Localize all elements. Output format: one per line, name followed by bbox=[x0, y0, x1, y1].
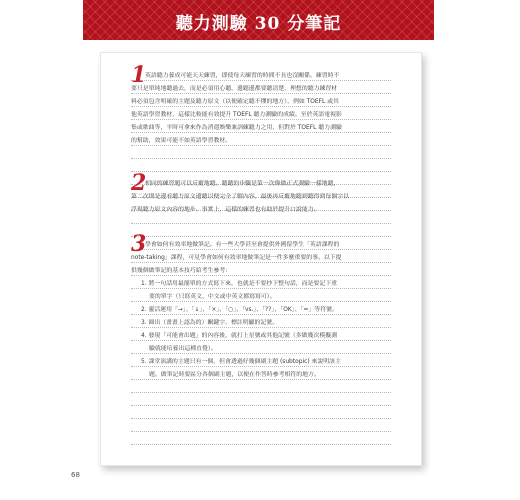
paragraph-line: 英語聽力養成可能天天練習，即使每天練習的時間不長也沒關係。練習時不 bbox=[145, 73, 340, 79]
rule-line bbox=[131, 327, 391, 328]
rule-line bbox=[131, 392, 391, 393]
tip-item: 題。做筆記時要區分各個副主題，以便在作答時參考相符的地方。 bbox=[149, 372, 320, 378]
rule-line bbox=[131, 418, 391, 419]
page-number: 68 bbox=[71, 471, 80, 479]
rule-line bbox=[131, 262, 391, 263]
section-numeral: 1 bbox=[131, 62, 147, 88]
header-banner bbox=[83, 0, 434, 40]
rule-line bbox=[131, 80, 391, 81]
rule-line bbox=[131, 405, 391, 406]
rule-line bbox=[131, 223, 391, 224]
paragraph-line: 相同的練習題可以反覆地聽。聽聽的步驟是第一次像做正式測驗一樣地聽， bbox=[145, 181, 340, 187]
rule-line bbox=[131, 171, 391, 172]
tip-item: 1. 將一句話用最簡單的方式寫下來，也就是不要抄下整句話，而是要記下重 bbox=[141, 281, 337, 287]
notes-card bbox=[100, 52, 422, 466]
section-numeral: 3 bbox=[131, 231, 147, 257]
paragraph-line: 料必須包含明確的主題及聽力原文（以便確定聽不懂的地方），例如 TOEFL 或其 bbox=[131, 99, 339, 105]
rule-line bbox=[131, 444, 391, 445]
rule-line bbox=[131, 314, 391, 315]
rule-line bbox=[131, 379, 391, 380]
rule-line bbox=[131, 145, 391, 146]
rule-line bbox=[131, 119, 391, 120]
paragraph-line: 的幫助，效果可能不如英語學習教材。 bbox=[131, 138, 232, 144]
rule-line bbox=[131, 93, 391, 94]
paragraph-line: note-taking」課程，可見學會如何有效率地做筆記是一件多麼重要的事。以下提 bbox=[131, 255, 342, 261]
rule-line bbox=[131, 288, 391, 289]
tip-item: 驗就能培養出這種直覺）。 bbox=[149, 346, 217, 352]
rule-line bbox=[131, 366, 391, 367]
rule-line bbox=[131, 301, 391, 302]
paragraph-line: 學會如何有效率地做筆記。有一些大學甚至會提供外國留學生「英語課程的 bbox=[145, 242, 340, 248]
rule-line bbox=[131, 249, 391, 250]
rule-line bbox=[131, 106, 391, 107]
paragraph-line: 浮現聽力原文內容的地步。事實上，這樣的練習也有助於提升口說能力。 bbox=[131, 207, 320, 213]
section-numeral: 2 bbox=[131, 170, 147, 196]
rule-line bbox=[131, 340, 391, 341]
tip-item: 4. 發現「可能會出題」的內容後，就打上星號或其他記號（多做幾次模擬測 bbox=[141, 333, 337, 339]
tip-item: 要的單字（只寫英文、中文或中英文都寫寫可）。 bbox=[149, 294, 276, 300]
tip-item: 2. 靈活運用「→」、「↓」、「×」、「○」、「vs.」、「??」、「OK」、「=」等符號。 bbox=[141, 307, 338, 313]
paragraph-line: 供幾個做筆記的基本技巧給考生參考： bbox=[131, 268, 232, 274]
paragraph-line: 集或歌曲等，平時可拿來作為消遣娛樂兼訓練聽力之用，但對於 TOEFL 聽力測驗 bbox=[131, 125, 342, 131]
rule-line bbox=[131, 132, 391, 133]
paragraph-line: 他英語學習教材，這樣比較能有效提升 TOEFL 聽力測驗的成績。至於英語電視影 bbox=[131, 112, 342, 118]
page-title: 聽力測驗 30 分筆記 bbox=[175, 14, 342, 34]
tip-item: 5. 課堂演講的主題只有一個，但會透過好幾個副主題 (subtopic) 來說明該主 bbox=[141, 359, 341, 365]
paragraph-line: 要只是單純地聽過去，而是必須用心聽，邊聽邊都要聽清楚，理想的聽力練習材 bbox=[131, 86, 338, 92]
rule-line bbox=[131, 236, 391, 237]
rule-line bbox=[131, 353, 391, 354]
paragraph-line: 第二次則是邊看聽力原文邊聽以便完全了解內容，最後再反覆地聽到聽得到每個字以 bbox=[131, 194, 349, 200]
rule-line bbox=[131, 275, 391, 276]
rule-line bbox=[131, 158, 391, 159]
tip-item: 3. 圈出（畫畫上認為的）關鍵字，標註明顯的記號。 bbox=[141, 320, 279, 326]
rule-line bbox=[131, 431, 391, 432]
